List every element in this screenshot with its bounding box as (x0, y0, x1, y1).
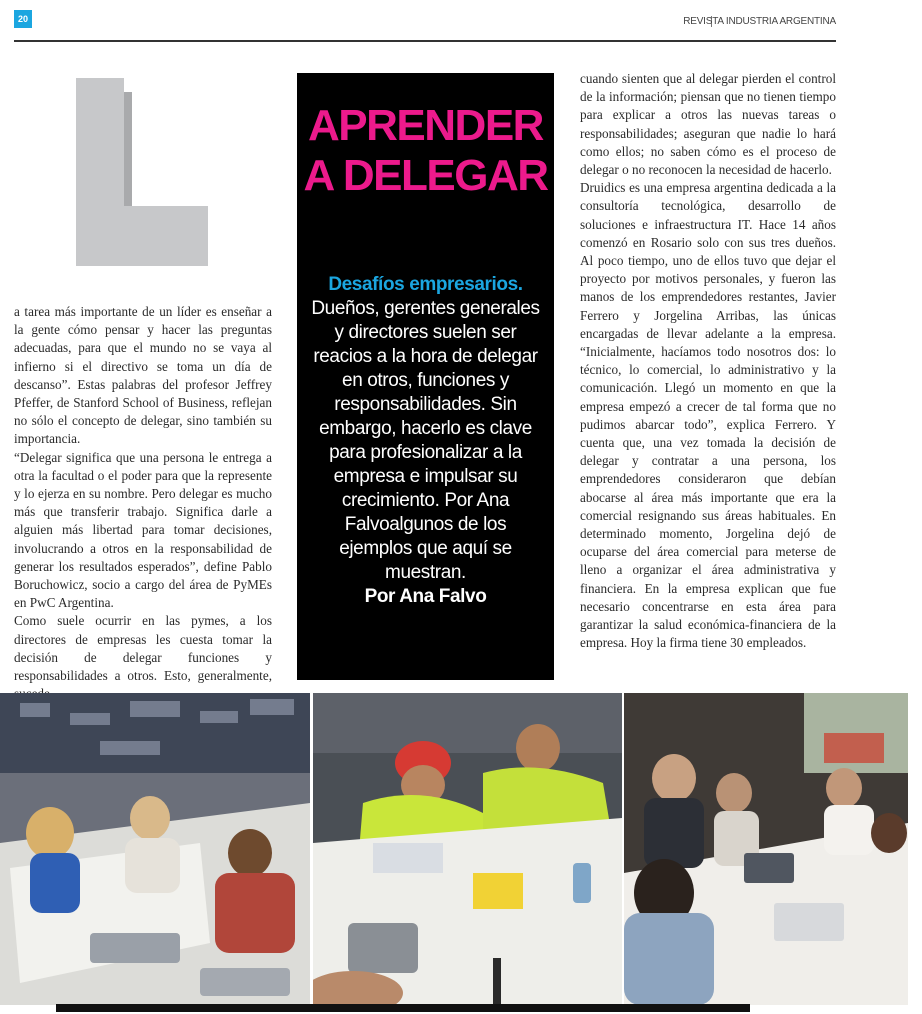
deck-text: Dueños, gerentes generales y directores suelen ser reacios a la hora de delegar en otros, funciones y responsabilidades. Sin embargo, hacerlo es clave para profesionalizar a la empresa e impulsar su crecimiento. Por Ana Falvoalgunos de los ejemplos que aquí se muestran. (311, 298, 540, 583)
article-paragraph: cuando sienten que al delegar pierden el control de la información; piensan que no tienen tiempo para explicar a otros las nuevas tareas o responsabilidades; aseguran que nadie lo hará como ellos; no saben cómo es el proceso de delegar o no reconocen la necesidad de hacerlo. (580, 71, 836, 178)
header-rule (14, 40, 836, 42)
headline (297, 101, 554, 201)
byline: Por Ana Falvo (364, 586, 487, 607)
headline-line: A DELEGAR (303, 151, 548, 200)
article-column-left (14, 303, 272, 703)
bottom-bar (56, 1004, 750, 1012)
photo-team-floor (0, 693, 310, 1005)
dropcap-letter-l (76, 78, 208, 266)
article-paragraph: Druidics es una empresa argentina dedicada a la consultoría tecnológica, desarrollo de soluciones e infraestructura IT. Hace 14 años comenzó en Rosario solo con sus tres dueños. Al poco tiempo, uno de ellos tuvo que dejar el proyecto por motivos personales, y fueron las manos de los emprendedores restantes, Javier Ferrero y Jorgelina Arribas, las únicas encargadas de llevar adelante a la empresa. “Inicialmente, hacíamos todo nosotros dos: lo técnico, lo comercial, lo administrativo y la comunicación. Llegó un momento en que la empresa empezó a crecer de tal forma que no pudimos abarcar todo”, explica Ferrero. Y cuenta que, una vez tomada la decisión de delegar y contratar a una persona, los emprendedores consideraron que debían abocarse al área más importante que era la comercial resignando sus áreas habituales. En determinado momento, Jorgelina dejó de ocuparse del área comercial para meterse de lleno a organizar el área administrativa y financiera. En la empresa explican que fue necesario concentrarse en esta área para garantizar la salud económica-financiera de la empresa. Hoy la firma tiene 30 empleados. (580, 180, 836, 651)
deck (309, 273, 542, 609)
page-number: 20 (14, 10, 32, 28)
article-paragraph: a tarea más importante de un líder es enseñar a la gente cómo pensar y hacer las preguntas adecuadas, para que el mundo no se vaya al infierno si el directivo se toma un día de descanso”. Estas palabras del profesor Jeffrey Pfeffer, de Stanford School of Business, reflejan no sólo el concepto de delegar, sino también su importancia. (14, 304, 272, 447)
publication-title: REVISTA INDUSTRIA ARGENTINA (683, 16, 836, 27)
feature-box (297, 73, 554, 680)
article-paragraph: “Delegar significa que una persona le entrega a otra la facultad o el poder para que la represente y lo ejerza en su nombre. Pero delegar es mucho más que transferir trabajo. Significa darle a alguien más libertad para tomar decisiones, involucrando a otros en la responsabilidad de generar los resultados esperados”, define Pablo Boruchowicz, socio a cargo del área de PyMEs en PwC Argentina. (14, 449, 272, 611)
photo-team-table (313, 693, 622, 1005)
headline-line: APRENDER (308, 101, 543, 150)
kicker: Desafíos empresarios. (328, 274, 523, 295)
article-column-right (580, 70, 836, 653)
photo-office-meeting (624, 693, 908, 1005)
article-paragraph: Como suele ocurrir en las pymes, a los directores de empresas les cuesta tomar la decisión de delegar funciones y responsabilidades a otros. Esto, generalmente, (14, 613, 272, 684)
